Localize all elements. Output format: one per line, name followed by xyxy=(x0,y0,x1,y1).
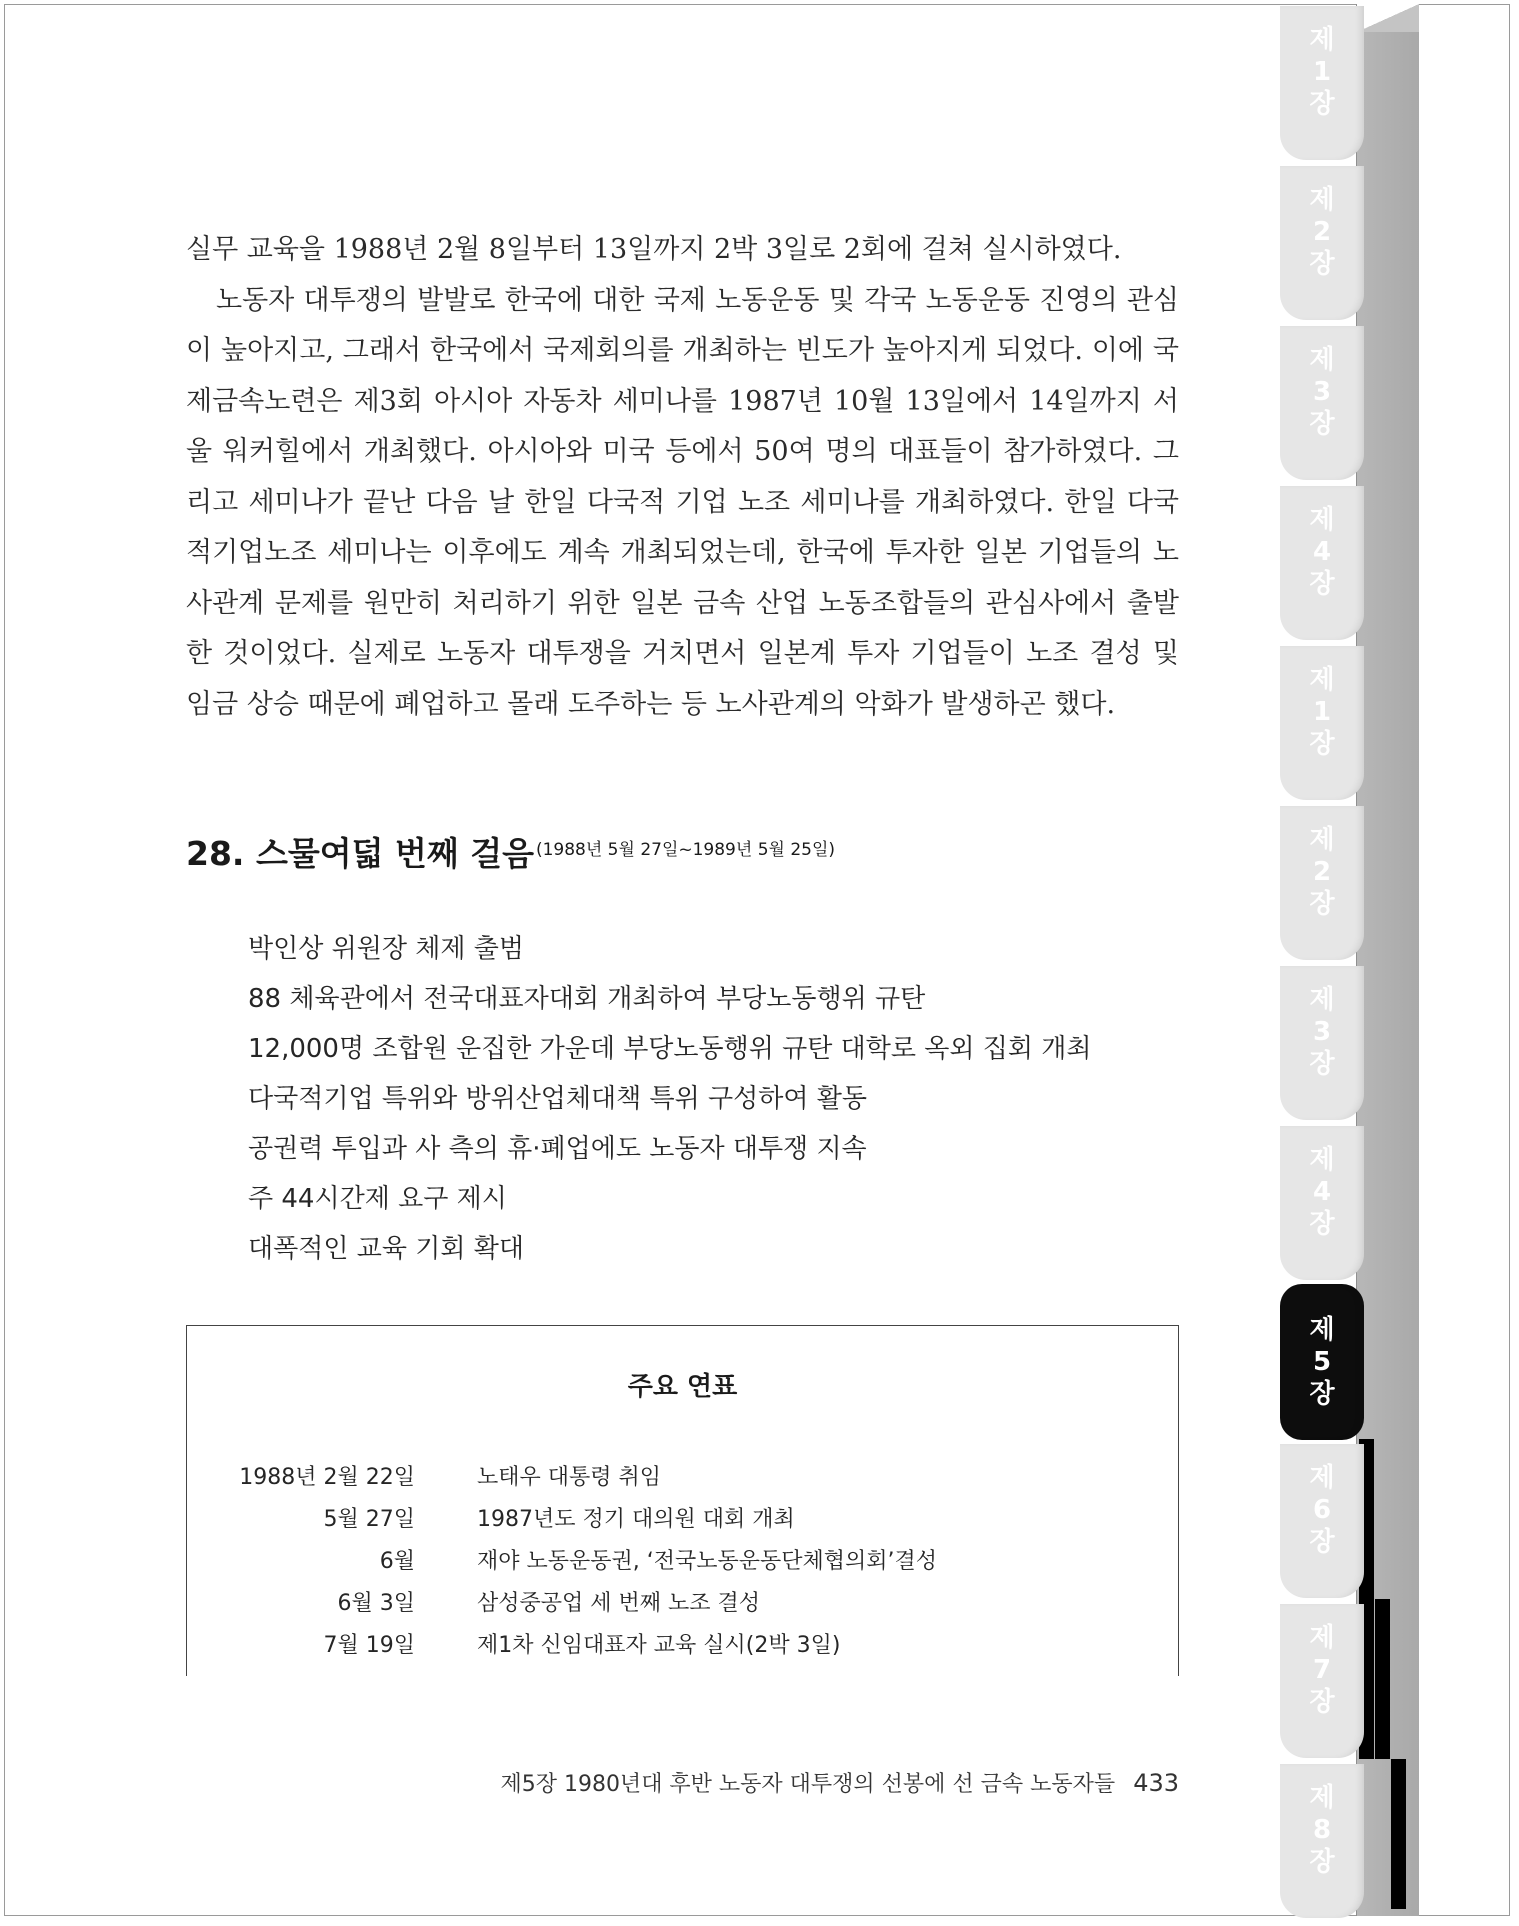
edge-mark xyxy=(1375,1599,1390,1759)
chapter-tab-label: 제 1 장 xyxy=(1309,25,1335,119)
chapter-tab-label: 제 6 장 xyxy=(1309,1463,1335,1557)
chronology-date: 1988년 2월 22일 xyxy=(239,1464,415,1490)
body-text xyxy=(186,225,1179,730)
highlight-item: 88 체육관에서 전국대표자대회 개최하여 부당노동행위 규탄 xyxy=(248,984,926,1014)
chapter-tab-label: 제 3 장 xyxy=(1309,345,1335,439)
chronology-row xyxy=(187,1454,937,1496)
chapter-tab-label: 제 5 장 xyxy=(1309,1315,1335,1409)
running-head: 제5장 1980년대 후반 노동자 대투쟁의 선봉에 선 금속 노동자들 xyxy=(500,1772,1116,1797)
body-paragraph: 노동자 대투쟁의 발발로 한국에 대한 국제 노동운동 및 각국 노동운동 진영의 관심이 높아지고, 그래서 한국에서 국제회의를 개최하는 빈도가 높아지게 되었다. 이에 국제금속노련은 제3회 아시아 자동차 세미나를 1987년 10월 13일에서 14일까지 서울 워커힐에서 개최했다. 아시아와 미국 등에서 50여 명의 대표들이 참가하였다. 그리고 세미나가 끝난 다음 날 한일 다국적 기업 노조 세미나를 개최하였다. 한일 다국적기업노조 세미나는 이후에도 계속 개최되었는데, 한국에 투자한 일본 기업들의 노사관계 문제를 원만히 처리하기 위한 일본 금속 산업 노동조합들의 관심사에서 출발한 것이었다. 실제로 노동자 대투쟁을 거치면서 일본계 투자 기업들이 노조 결성 및 임금 상승 때문에 폐업하고 몰래 도주하는 등 노사관계의 악화가 발생하곤 했다. xyxy=(186,284,1179,720)
highlight-item: 박인상 위원장 체제 출범 xyxy=(248,934,524,964)
chapter-tab[interactable] xyxy=(1280,966,1364,1120)
page-number: 433 xyxy=(1133,1769,1179,1797)
chapter-tab[interactable] xyxy=(1280,806,1364,960)
chapter-tab-label: 제 8 장 xyxy=(1309,1783,1335,1877)
chronology-date: 6월 3일 xyxy=(337,1590,415,1616)
chronology-table xyxy=(187,1454,937,1664)
chronology-event: 제1차 신임대표자 교육 실시(2박 3일) xyxy=(477,1632,841,1658)
highlight-item: 공권력 투입과 사 측의 휴·폐업에도 노동자 대투쟁 지속 xyxy=(248,1134,867,1164)
chronology-row xyxy=(187,1538,937,1580)
section-date-range: (1988년 5월 27일~1989년 5월 25일) xyxy=(535,840,836,860)
chronology-box xyxy=(186,1325,1179,1676)
chapter-tab-label: 제 7 장 xyxy=(1309,1623,1335,1717)
chronology-event: 1987년도 정기 대의원 대회 개최 xyxy=(477,1506,795,1532)
chronology-row xyxy=(187,1622,937,1664)
chronology-event: 노태우 대통령 취임 xyxy=(477,1464,662,1490)
chapter-tab-label: 제 3 장 xyxy=(1309,985,1335,1079)
chapter-tab[interactable] xyxy=(1280,646,1364,800)
chapter-tab[interactable] xyxy=(1280,1126,1364,1280)
chronology-row xyxy=(187,1580,937,1622)
chronology-event: 삼성중공업 세 번째 노조 결성 xyxy=(477,1590,760,1616)
highlight-item: 대폭적인 교육 기회 확대 xyxy=(248,1234,524,1264)
chapter-tab[interactable] xyxy=(1280,486,1364,640)
section-heading xyxy=(186,828,835,875)
chapter-tab[interactable] xyxy=(1280,166,1364,320)
highlight-item: 12,000명 조합원 운집한 가운데 부당노동행위 규탄 대학로 옥외 집회 개최 xyxy=(248,1034,1092,1064)
body-paragraph: 실무 교육을 1988년 2월 8일부터 13일까지 2박 3일로 2회에 걸쳐 실시하였다. xyxy=(186,234,1122,265)
edge-mark xyxy=(1391,1759,1406,1909)
chapter-tab[interactable] xyxy=(1280,1444,1364,1598)
section-highlights xyxy=(248,924,1092,1274)
chronology-row xyxy=(187,1496,937,1538)
chronology-title: 주요 연표 xyxy=(627,1372,738,1402)
chronology-date: 5월 27일 xyxy=(323,1506,415,1532)
chronology-date: 6월 xyxy=(379,1548,415,1574)
chapter-tab-label: 제 2 장 xyxy=(1309,825,1335,919)
page-footer xyxy=(500,1767,1179,1798)
chapter-tab[interactable] xyxy=(1280,1604,1364,1758)
chapter-tab-label: 제 4 장 xyxy=(1309,1145,1335,1239)
chapter-tab[interactable] xyxy=(1280,326,1364,480)
chapter-tab-label: 제 4 장 xyxy=(1309,505,1335,599)
section-title: 28. 스물여덟 번째 걸음 xyxy=(186,834,534,873)
highlight-item: 다국적기업 특위와 방위산업체대책 특위 구성하여 활동 xyxy=(248,1084,867,1114)
chapter-tab-label: 제 1 장 xyxy=(1309,665,1335,759)
chapter-tab-active[interactable] xyxy=(1280,1284,1364,1440)
page-edge xyxy=(1356,4,1419,1916)
chapter-tab-label: 제 2 장 xyxy=(1309,185,1335,279)
chapter-tab[interactable] xyxy=(1280,1764,1364,1918)
chronology-date: 7월 19일 xyxy=(323,1632,415,1658)
chapter-tabs xyxy=(1280,0,1364,1926)
chapter-tab[interactable] xyxy=(1280,6,1364,160)
chronology-event: 재야 노동운동권, ‘전국노동운동단체협의회’결성 xyxy=(477,1548,938,1574)
highlight-item: 주 44시간제 요구 제시 xyxy=(248,1184,507,1214)
